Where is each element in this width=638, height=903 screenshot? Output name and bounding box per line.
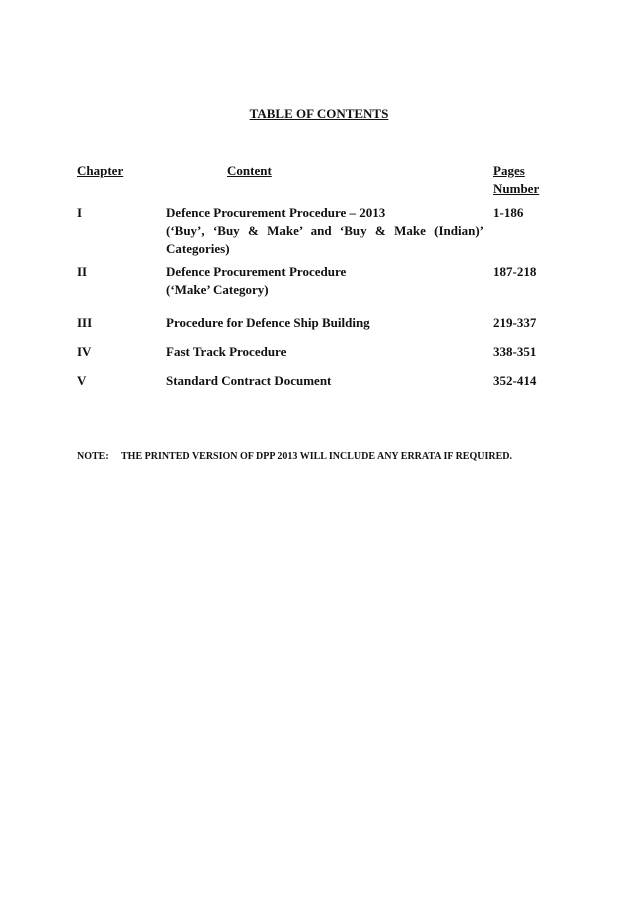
chapter-content xyxy=(166,343,484,361)
header-pages-line2: Number xyxy=(493,181,540,196)
content-line: Defence Procurement Procedure – 2013 xyxy=(166,205,386,220)
content-line: (‘Buy’, ‘Buy & Make’ and ‘Buy & Make (Indian)’ xyxy=(166,223,484,238)
page-title: TABLE OF CONTENTS xyxy=(249,106,389,121)
header-pages-line1: Pages xyxy=(493,163,525,178)
note xyxy=(77,450,512,464)
header-pages-number xyxy=(493,162,553,198)
page-range: 219-337 xyxy=(493,315,537,330)
chapter-content xyxy=(166,372,484,390)
note-text: THE PRINTED VERSION OF DPP 2013 WILL INCLUDE ANY ERRATA IF REQUIRED. xyxy=(121,451,512,462)
content-line: (‘Make’ Category) xyxy=(166,282,269,297)
chapter-number: III xyxy=(77,315,93,330)
content-line: Categories) xyxy=(166,241,230,256)
chapter-number: I xyxy=(77,205,83,220)
content-line: Defence Procurement Procedure xyxy=(166,264,347,279)
header-content: Content xyxy=(227,163,272,178)
content-line: Procedure for Defence Ship Building xyxy=(166,315,370,330)
chapter-number: IV xyxy=(77,344,92,359)
chapter-number: V xyxy=(77,373,87,388)
page-range: 352-414 xyxy=(493,373,537,388)
page-range: 187-218 xyxy=(493,264,537,279)
content-line: Fast Track Procedure xyxy=(166,344,287,359)
chapter-content xyxy=(166,204,484,258)
chapter-number: II xyxy=(77,264,88,279)
chapter-content xyxy=(166,314,484,332)
header-chapter: Chapter xyxy=(77,163,124,178)
note-label: NOTE: xyxy=(77,451,109,462)
page-range: 1-186 xyxy=(493,205,524,220)
content-line: Standard Contract Document xyxy=(166,373,332,388)
chapter-content xyxy=(166,263,484,299)
page-range: 338-351 xyxy=(493,344,537,359)
